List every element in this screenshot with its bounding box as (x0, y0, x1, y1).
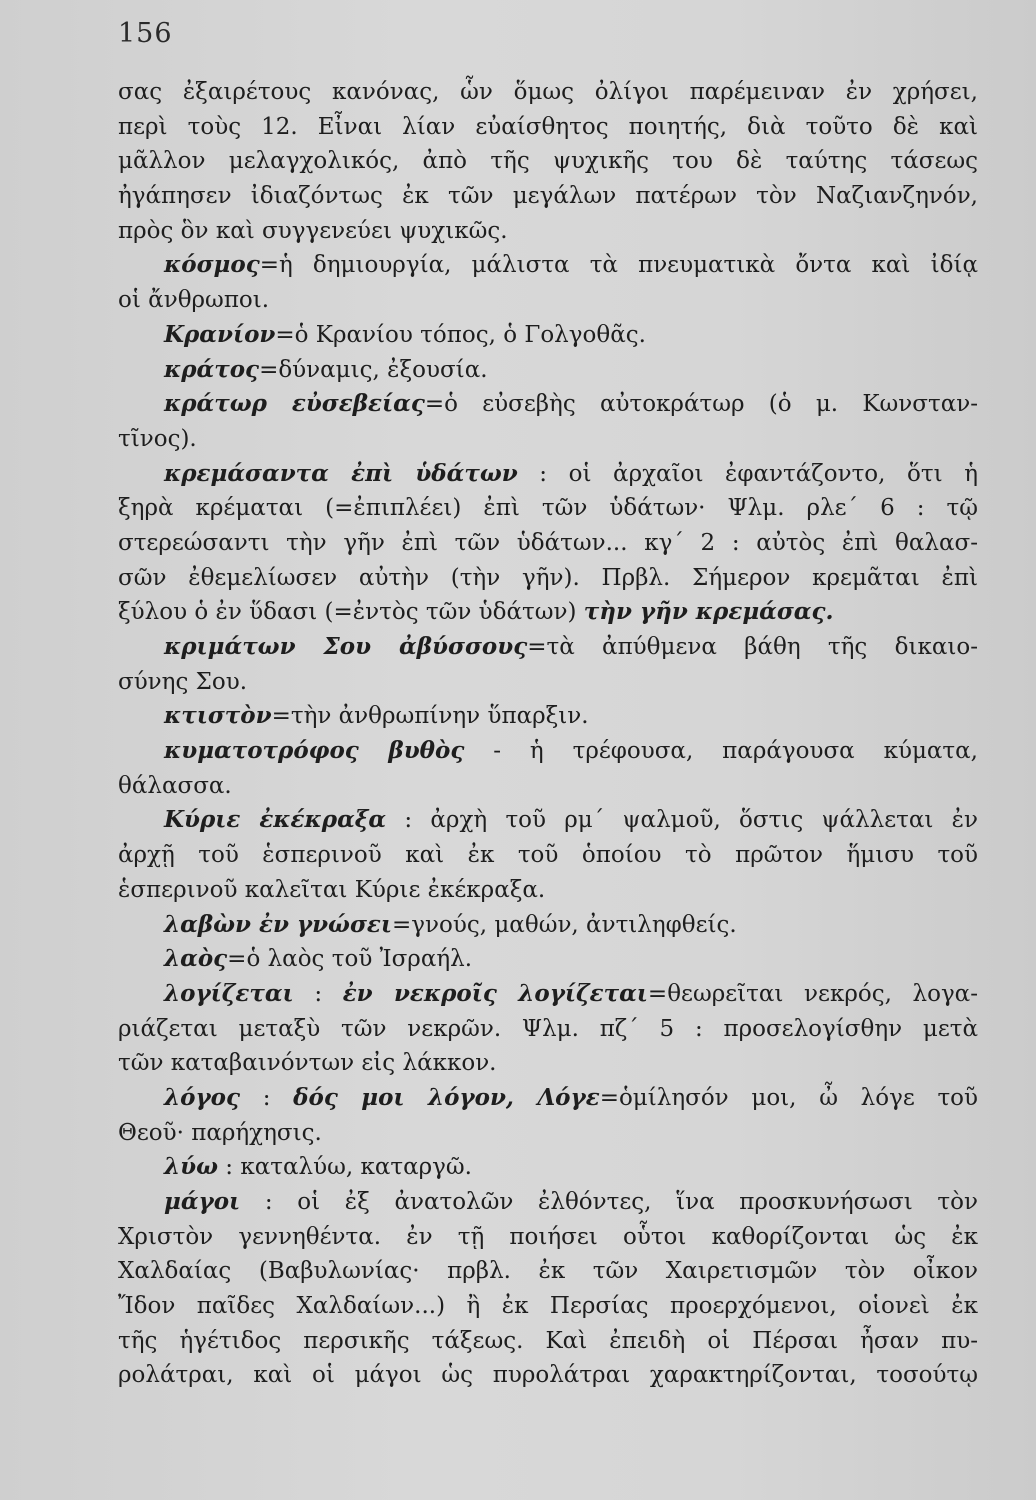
entry-line (118, 1150, 978, 1185)
text-segment: : ἀρχὴ τοῦ ρμ΄ ψαλμοῦ, ὅστις ψάλλεται ἐν (386, 807, 978, 834)
text-segment: σύνης Σου. (118, 668, 248, 695)
entry-line (118, 387, 978, 422)
text-line (118, 1046, 978, 1081)
text-segment: =ὁμίλησόν μοι, ὦ λόγε τοῦ (599, 1084, 978, 1111)
text-line (118, 1324, 978, 1359)
page-number: 156 (118, 18, 173, 49)
text-segment: ἠγάπησεν ἰδιαζόντως ἐκ τῶν μεγάλων πατέρων τὸν Ναζιανζηνόν, (118, 183, 978, 210)
entry-line (118, 977, 978, 1012)
text-segment: σας ἐξαιρέτους κανόνας, ὧν ὅμως ὀλίγοι παρέμειναν ἐν χρήσει, (118, 79, 978, 105)
text-segment: πρὸς ὃν καὶ συγγενεύει ψυχικῶς. (118, 217, 508, 244)
entry-line (118, 803, 978, 838)
text-line (118, 838, 978, 873)
text-segment: στερεώσαντι τὴν γῆν ἐπὶ τῶν ὑδάτων... κγ΄ 2 : αὐτὸς ἐπὶ θαλασ- (118, 529, 978, 556)
text-line (118, 422, 978, 457)
text-segment: ριάζεται μεταξὺ τῶν νεκρῶν. Ψλμ. πζ΄ 5 : προσελογίσθην μετὰ (118, 1015, 978, 1042)
text-line (118, 179, 978, 214)
text-line (118, 144, 978, 179)
text-segment: ἑσπερινοῦ καλεῖται Κύριε ἐκέκραξα. (118, 876, 546, 903)
text-segment: Χαλδαίας (Βαβυλωνίας· πρβλ. ἐκ τῶν Χαιρετισμῶν τὸν οἶκον (118, 1258, 978, 1285)
headword: κρεμάσαντα ἐπὶ ὑδάτων (164, 459, 518, 487)
text-segment: μᾶλλον μελαγχολικός, ἀπὸ τῆς ψυχικῆς του δὲ ταύτης τάσεως (118, 148, 978, 175)
text-segment: =ἡ δημιουργία, μάλιστα τὰ πνευματικὰ ὄντα καὶ ἰδίᾳ (259, 252, 978, 279)
headword: κόσμος (164, 251, 260, 279)
text-segment: τῶν καταβαινόντων εἰς λάκκον. (118, 1050, 497, 1077)
headword: μάγοι (164, 1188, 241, 1215)
text-line (118, 1012, 978, 1047)
text-line (118, 1358, 978, 1393)
headword: κυματοτρόφος βυθὸς (164, 737, 465, 765)
text-segment: : καταλύω, καταργῶ. (218, 1154, 472, 1181)
text-line (118, 873, 978, 908)
entry-line (118, 1081, 978, 1116)
text-segment: Χριστὸν γεννηθέντα. ἐν τῇ ποιήσει οὗτοι καθορίζονται ὡς ἐκ (118, 1223, 978, 1250)
text-line (118, 1289, 978, 1324)
entry-line (118, 318, 978, 353)
headword: κτιστὸν (164, 702, 272, 730)
headword: δός μοι λόγον, Λόγε (293, 1083, 600, 1111)
headword: λογίζεται (164, 979, 294, 1007)
text-segment: =γνούς, μαθών, ἀντιληφθείς. (392, 911, 737, 938)
text-segment: οἱ ἄνθρωποι. (118, 287, 270, 314)
text-segment: =θεωρεῖται νεκρός, λογα- (647, 980, 978, 1007)
text-line (118, 283, 978, 318)
entry-line (118, 942, 978, 977)
headword: λόγος (164, 1083, 240, 1111)
text-line (118, 526, 978, 561)
text-segment: =ὁ εὐσεβὴς αὐτοκράτωρ (ὁ μ. Κωνσταν- (424, 391, 978, 418)
text-segment: : οἱ ἐξ ἀνατολῶν ἐλθόντες, ἵνα προσκυνήσωσι τὸν (240, 1189, 978, 1215)
text-segment: : οἱ ἀρχαῖοι ἐφαντάζοντο, ὅτι ἡ (517, 460, 978, 487)
text-line (118, 595, 978, 630)
text-segment: - ἡ τρέφουσα, παράγουσα κύματα, (464, 738, 978, 765)
text-segment: =τὴν ἀνθρωπίνην ὕπαρξιν. (271, 703, 589, 730)
text-segment: ρολάτραι, καὶ οἱ μάγοι ὡς πυρολάτραι χαρακτηρίζονται, τοσούτῳ (118, 1362, 978, 1389)
text-segment: τῆς ἡγέτιδος περσικῆς τάξεως. Καὶ ἐπειδὴ οἱ Πέρσαι ἦσαν πυ- (118, 1327, 978, 1354)
headword: λαὸς (164, 945, 228, 973)
entry-line (118, 734, 978, 769)
entry-line (118, 457, 978, 492)
text-line (118, 75, 978, 110)
headword: Κύριε ἐκέκραξα (164, 806, 387, 834)
text-line (118, 769, 978, 804)
text-segment: σῶν ἐθεμελίωσεν αὐτὴν (τὴν γῆν). Πρβλ. Σήμερον κρεμᾶται ἐπὶ (118, 564, 978, 591)
text-line (118, 561, 978, 596)
entry-line (118, 353, 978, 388)
headword: λύω (164, 1153, 218, 1181)
entry-line (118, 630, 978, 665)
text-segment: Θεοῦ· παρήχησις. (118, 1119, 322, 1146)
text-segment: : (240, 1084, 294, 1111)
body-text (118, 75, 978, 1393)
text-segment: Ἴδον παῖδες Χαλδαίων...) ἢ ἐκ Περσίας προερχόμενοι, οἱονεὶ ἐκ (118, 1293, 978, 1320)
text-segment: τῖνος). (118, 425, 197, 452)
headword: ἐν νεκροῖς λογίζεται (342, 979, 648, 1007)
text-line (118, 1116, 978, 1151)
text-segment: θάλασσα. (118, 772, 232, 799)
headword: κράτωρ εὐσεβείας (164, 390, 425, 418)
headword: Κρανίον (164, 320, 276, 348)
text-segment: περὶ τοὺς 12. Εἶναι λίαν εὐαίσθητος ποιητής, διὰ τοῦτο δὲ καὶ (118, 113, 978, 140)
text-segment: ξηρὰ κρέμαται (=ἐπιπλέει) ἐπὶ τῶν ὑδάτων· Ψλμ. ρλε΄ 6 : τῷ (118, 495, 978, 522)
text-segment: =δύναμις, ἐξουσία. (259, 356, 488, 383)
entry-line (118, 699, 978, 734)
text-segment: =ὁ λαὸς τοῦ Ἰσραήλ. (227, 946, 473, 973)
text-segment: ἀρχῇ τοῦ ἑσπερινοῦ καὶ ἐκ τοῦ ὁποίου τὸ πρῶτον ἥμισυ τοῦ (118, 842, 978, 869)
text-line (118, 491, 978, 526)
text-line (118, 1254, 978, 1289)
entry-line (118, 1185, 978, 1220)
headword: τὴν γῆν κρεμάσας. (583, 598, 834, 626)
text-segment: =ὁ Κρανίου τόπος, ὁ Γολγοθᾶς. (275, 321, 646, 348)
headword: κράτος (164, 355, 260, 383)
text-line (118, 110, 978, 145)
text-line (118, 665, 978, 700)
text-segment: ξύλου ὁ ἐν ὕδασι (=ἐντὸς τῶν ὑδάτων) (118, 599, 584, 626)
text-segment: =τὰ ἀπύθμενα βάθη τῆς δικαιο- (527, 634, 978, 660)
text-line (118, 214, 978, 249)
entry-line (118, 248, 978, 283)
entry-line (118, 908, 978, 943)
text-line (118, 1220, 978, 1255)
headword: λαβὼν ἐν γνώσει (164, 910, 393, 938)
text-segment: : (293, 980, 343, 1007)
headword: κριμάτων Σου ἀβύσσους (164, 633, 528, 660)
